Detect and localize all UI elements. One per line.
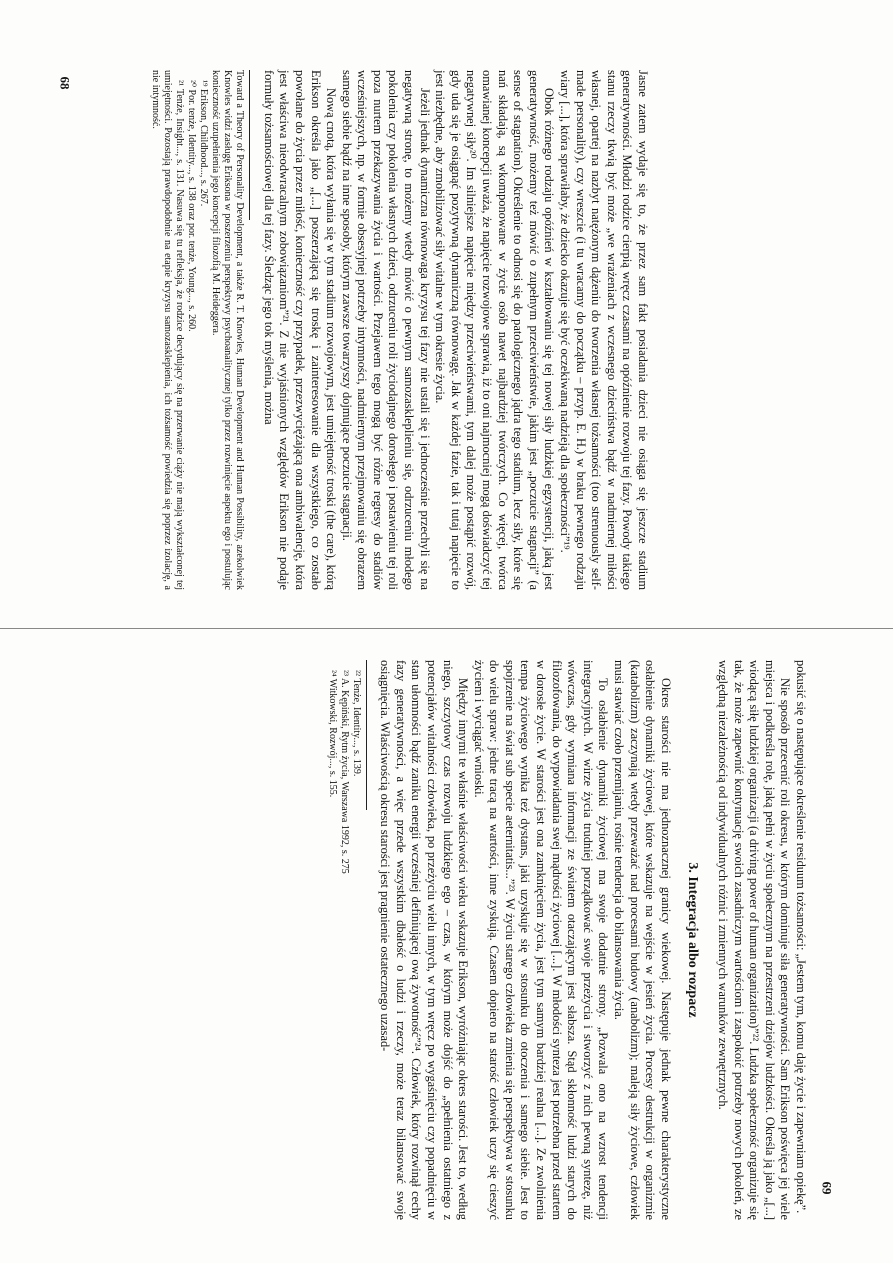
- page-divider: [0, 628, 893, 629]
- paragraph: Okres starości nie ma jednoznacznej granicy wiekowej. Następuje jednak pewne charakterystyczne osłabienie dynamiki życiowej, które wskazuje na wejście w jesień życia. Procesy destrukcji w organizmie (katabolizm) zaczynają wtedy przeważać nad procesami budowy (anabolizm); maleją siły życiowe, człowiek musi stawiać czoło przemijaniu, rośnie tendencja do bilansowania życia.: [612, 660, 673, 1220]
- paragraph: pokusić się o następujące określenie residuum tożsamości: „Jestem tym, komu daję życie i zapewniam opiekę”.: [794, 660, 808, 1214]
- paragraph: Nie sposób przecenić roli okresu, w którym dominuje siła generatywności. Sam Erikson poświęca jej wiele miejsca i podkreśla rolę, jaką pełni w życiu społecznym na przestrzeni dziejów ludzkości. Określa ją jako „[...] wiodącą siłę ludzkiej organizacji (a driving power of human organization)”²². Ludzka społeczność organizuje się tak, że może zapewnić kontynuację swoich zasadniczym wartościom i zaspokoić potrzeby nowych pokoleń, ze względną niezależnością od indywidualnych różnic i zmiennych warunków zewnętrznych.: [716, 660, 793, 1220]
- footnote-rule: [366, 660, 367, 810]
- footnote: Toward a Theory of Personality Development, a także R. T. Knowles, Human Development and Human Possibility, azekolwiek Knowles widzi zasługę Eriksona w poszerzeniu perspektywy psychoanalitycznej tylko przez rozwinięcie aspektu ego i postulując konieczność uzupełnienia jego koncepcji filozofią M. Heideggera.: [210, 70, 246, 590]
- footnote: ²² Tenże, Identity..., s. 139.: [350, 670, 362, 777]
- section-heading: 3. Integracja albo rozpacz: [685, 862, 701, 1018]
- paragraph: Jasne zatem wydaje się to, że przez sam fakt posiadania dzieci nie osiąga się jeszcze stadium generatywności. Młodzi rodzice cierpią wręcz czasami na opóźnienie rozwoju tej fazy. Powody takiego stanu rzeczy tkwią być może „we wrażeniach z wczesnego dzieciństwa bądź w nadmiernej miłości własnej, opartej na nazbyt natężonym dążeniu do tworzenia własnej tożsamości (too strenuously self-made personality), czy wreszcie (i tu wracamy do początku – przyp. E. H.) w braku pewnego rodzaju wiary [...], która sprawiłaby, że dziecko okazuje się być oczekiwaną nadzieją dla społeczności”¹⁹.: [558, 70, 650, 590]
- footnote: ¹⁹ Erikson, Childhood..., s. 267.: [198, 80, 210, 207]
- footnote-rule: [249, 70, 250, 220]
- paragraph: Jeżeli jednak dynamiczna równowaga kryzysu tej fazy nie ustali się i jednocześnie przechyli się na negatywną stronę, to możemy wtedy mówić o pewnym samozaskleplieniu się, odrzuceniu młodego pokolenia czy pokolenia własnych dzieci, odrzuceniu roli życiodajnego dorosłego i postawieniu tej roli poza nurtem przekazywania życia i wartości. Przejawem tego mogą być różne regresy do stadiów wcześniejszych, np. w formie obsesyjnej potrzeby intymności, nadmiernym przejmowaniu się obrazem samego siebie bądź na inne sposoby, którym zawsze towarzyszy dojmujące poczucie stagnacji.: [339, 70, 432, 590]
- paragraph: To osłabienie dynamiki życiowej ma swoje dodatnie strony. „Pozwala ono na wzrost tendencji integracyjnych. W wirze życia trudniej porządkować swoje przeżycia i stworzyć z nich pewną syntezę, niż wówczas, gdy wymiana informacji ze światem otaczającym jest słabsza. Stąd skłonność ludzi starych do filozofowania, do wypowiadania swej mądrości życiowej [...]. W młodości synteza jest potrzebna przed startem w dorosłe życie. W starości jest ona zamknięciem życia, jest tym samym bardziej realna [...]. Ze zwolnienia tempa życiowego wynika też dystans, jaki uzyskuje się w stosunku do otoczenia i samego siebie. Jest to spojrzenie na świat sub specie aeternitatis...”²³. W życiu starego człowieka zmienia się perspektywa w stosunku do wielu spraw: jedne tracą na wartości, inne zyskują. Czasem dopiero na starość człowiek uczy się cieszyć życiem i wyciągać wnioski.: [471, 660, 611, 1220]
- page-number-68: 68: [57, 76, 73, 90]
- page-number-69: 69: [819, 1181, 835, 1195]
- paragraph: Obok różnego rodzaju opóźnień w kształtowaniu się tej nowej siły ludzkiej egzystencji, jaką jest generatywność, możemy też mówić o zupełnym przeciwieństwie, jakim jest „poczucie stagnacji” (a sense of stagnation). Określenie to odnosi się do patologicznego jądra tego stadium, lecz siły, które się nań składają, są wkomponowane w życie osób nawet najbardziej twórczych. Co więcej, twórca omawianej koncepcji uważa, że napięcie rozwojowe sprawia, iż to oni najmocniej mogą doświadczyć tej negatywnej siły²⁰. Im silniejsze napięcie między przeciwieństwami, tym dalej może postąpić rozwój, gdy uda się je osiągnąć pozytywną dynamiczną równowagę. Jak w każdej fazie, tak i tutaj napięcie to jest niezbędne, aby zmobilizować siły witalne w tym okresie życia.: [433, 70, 557, 590]
- page-69: [118, 660, 808, 1220]
- footnote: ²³ A. Kępiński, Rytm życia, Warszawa 1992, s. 275: [338, 670, 350, 874]
- paragraph: Między innymi te właśnie właściwości wieku wskazuje Erikson, wyróżniając okres starości. Jest to, według niego, szczytowy czas rozwoju ludzkiego ego – czas, w którym może dojść do „spełnienia ostatniego z potencjałów witalności człowieka, po przeżyciu wielu innych, w tym wręcz po wygaśnięciu czy popadnięciu w stan ułomności bądź zaniku energii wcześniej definiującej ową żywotność”²⁴. Człowiek, który rozwinął cechy fazy generatywności, a więc przede wszystkim dbałość o ludzi i rzeczy, może teraz bilansować swoje osiągnięcia. Właściwością okresu starości jest pragnienie ostatecznego uzasad-: [378, 660, 471, 1220]
- footnote: ²¹ Tenże, Insight..., s. 131. Nasuwa się tu refleksja, że rodzice decydujący się na przerwanie ciąży nie mają wykształconej tej umiejętności. Pozostają prawdopodobnie na etapie kryzysu samozasklepienia, ich tożsamość powiedzia się poprzez izolację, a nie intymność.: [150, 70, 186, 590]
- paragraph: Nową cnotą, która wyłania się w tym stadium rozwojowym, jest umiejętność troski (the care), którą Erikson określa jako „[...] poszerzającą się troskę i zainteresowanie dla wszystkiego, co zostało powołane do życia przez miłość, konieczność czy przypadek, przezwyciężającą ona ambiwalencję, która jest właściwa nieodwracalnym zobowiązaniom”²¹. Z nie wyjaśnionych względów Erikson nie podaje formuły tożsamościowej dla tej fazy. Śledząc jego tok myślenia, można: [261, 70, 339, 590]
- footnote: ²⁰ Por. tenże, Identity..., s. 138 oraz por. tenże, Young..., s. 260.: [186, 80, 198, 332]
- page-68: [50, 70, 650, 590]
- footnote: ²⁴ Witkowski, Rozwój..., s. 155.: [326, 670, 338, 798]
